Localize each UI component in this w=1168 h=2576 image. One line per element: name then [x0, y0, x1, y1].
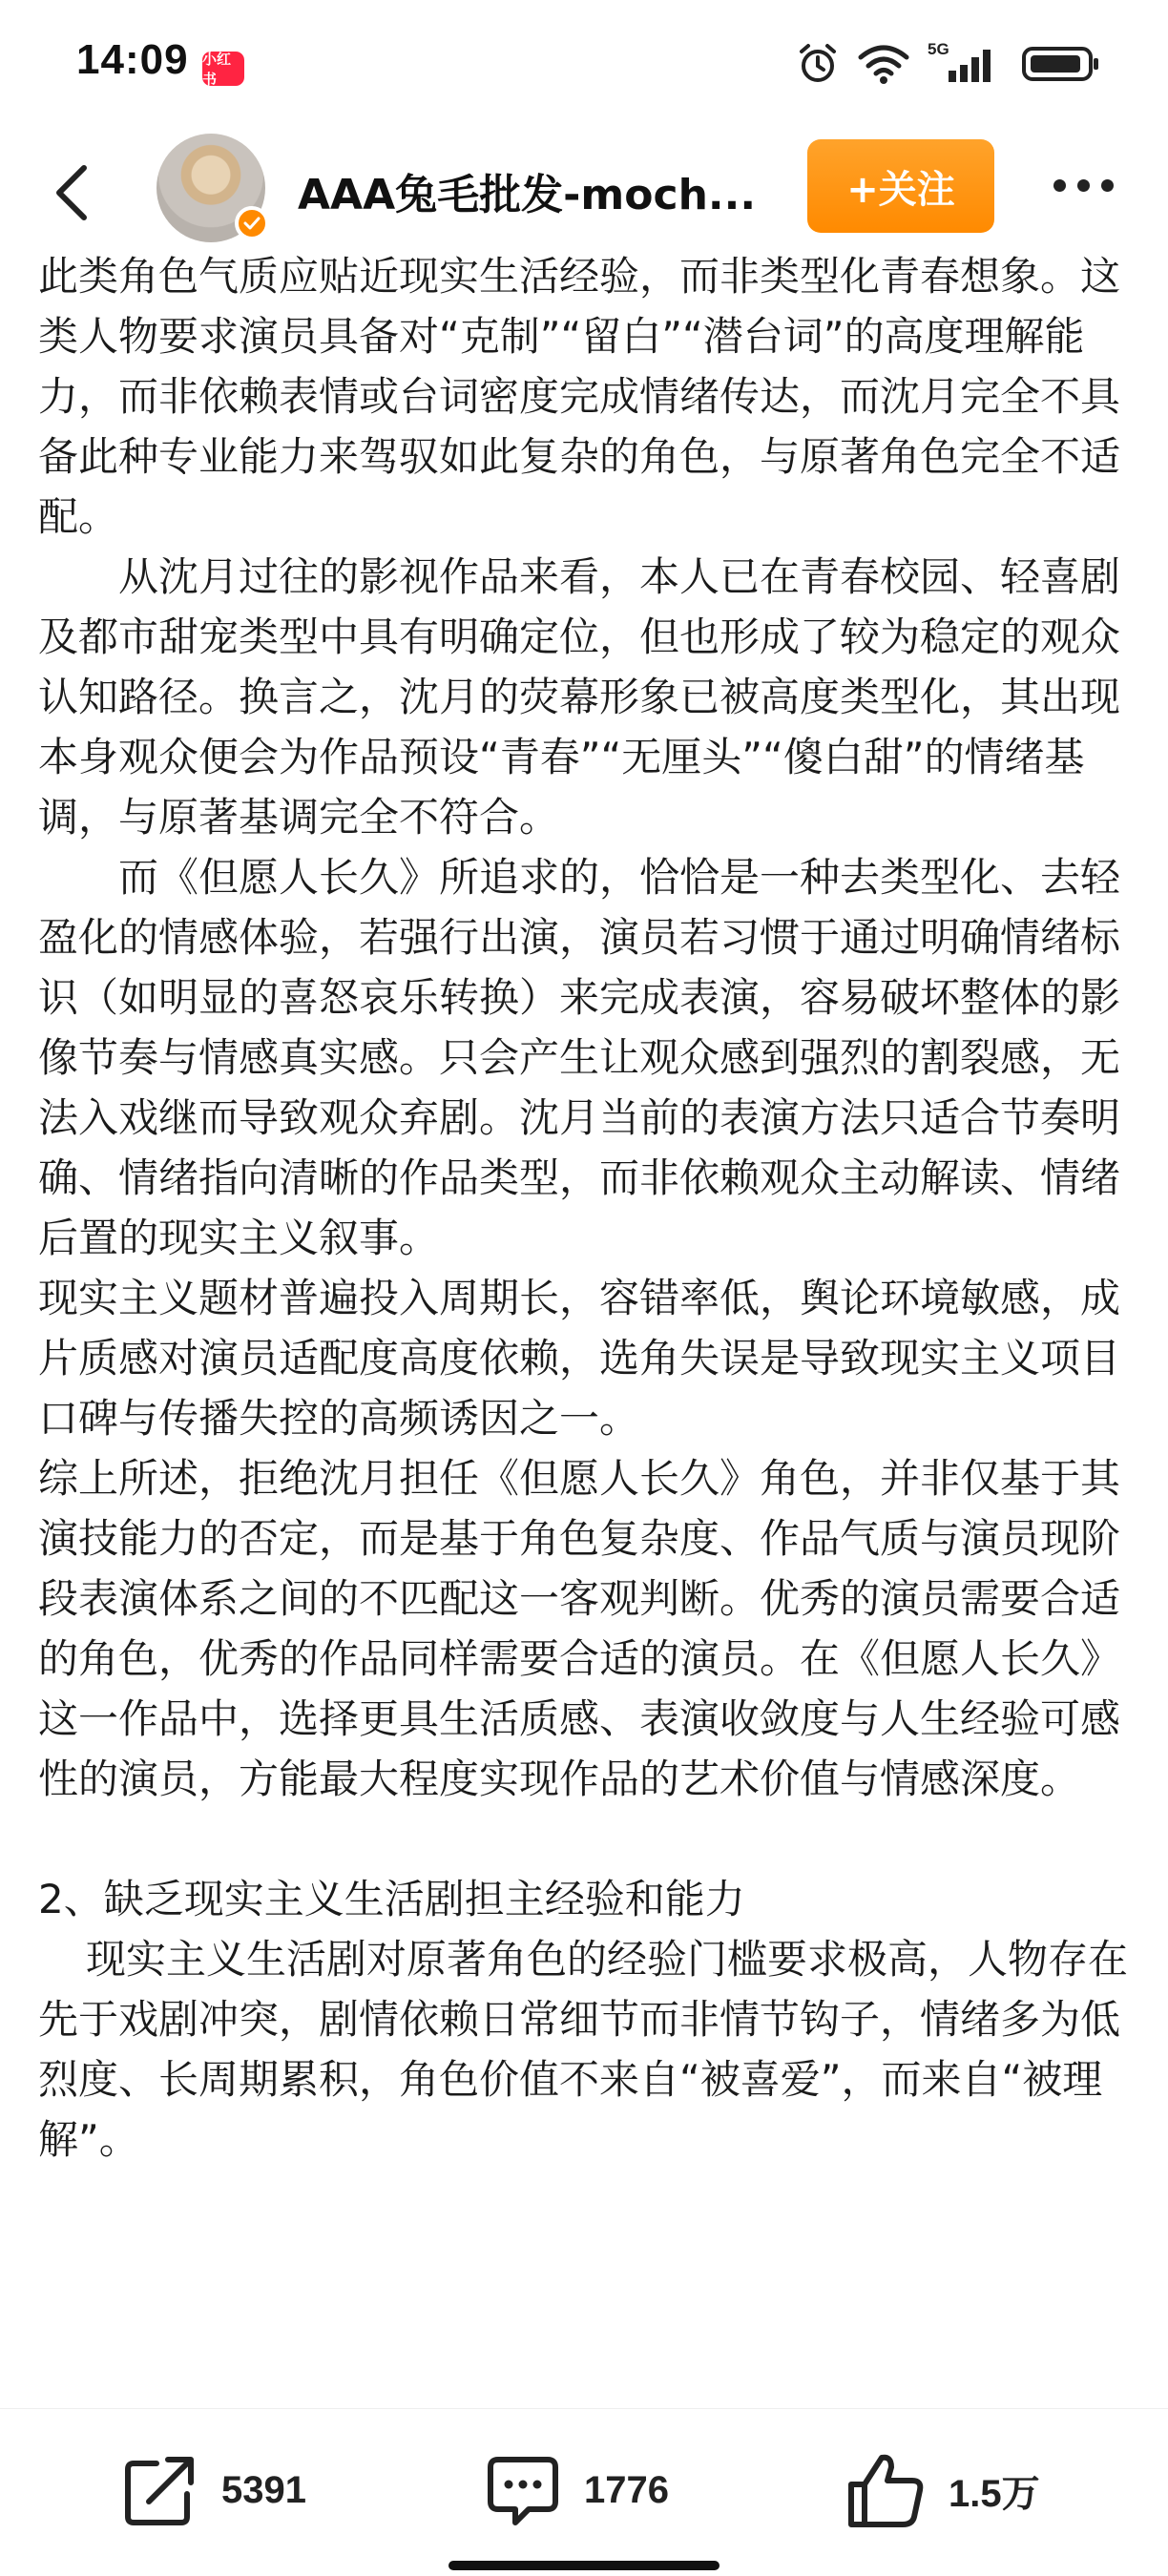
like-button[interactable]	[844, 2447, 1040, 2533]
article-paragraph: 现实主义生活剧对原著角色的经验门槛要求极高，人物存在先于戏剧冲突，剧情依赖日常细节而非情节钩子，情绪多为低烈度、长周期累积，角色价值不来自“被喜爱”，而来自“被理解”。	[38, 1936, 1129, 2163]
back-button[interactable]	[32, 155, 109, 231]
section-heading: 2、缺乏现实主义生活剧担主经验和能力	[38, 1876, 745, 1922]
network-label: 5G	[928, 40, 949, 58]
more-dot-icon	[1101, 179, 1114, 192]
follow-button[interactable]: +关注	[807, 139, 994, 233]
battery-icon	[1021, 42, 1101, 86]
chevron-left-icon	[50, 162, 92, 223]
article-paragraph: 综上所述，拒绝沈月担任《但愿人长久》角色，并非仅基于其演技能力的否定，而是基于角色复杂度、作品气质与演员现阶段表演体系之间的不匹配这一客观判断。优秀的演员需要合适的角色，优秀的作品同样需要合适的演员。在《但愿人长久》这一作品中，选择更具生活质感、表演收敛度与人生经验可感性的演员，方能最大程度实现作品的艺术价值与情感深度。	[38, 1455, 1121, 1802]
share-icon	[120, 2450, 200, 2530]
alarm-icon	[796, 42, 840, 86]
wifi-icon	[857, 42, 910, 86]
more-dot-icon	[1053, 179, 1066, 192]
status-time: 14:09	[76, 36, 189, 83]
bottom-action-bar	[0, 2408, 1168, 2576]
share-count: 5391	[221, 2468, 306, 2511]
article-paragraph: 而《但愿人长久》所追求的，恰恰是一种去类型化、去轻盈化的情感体验，若强行出演，演员若习惯于通过明确情绪标识（如明显的喜怒哀乐转换）来完成表演，容易破坏整体的影像节奏与情感真实感。只会产生让观众感到强烈的割裂感，无法入戏继而导致观众弃剧。沈月当前的表演方法只适合节奏明确、情绪指向清晰的作品类型，而非依赖观众主动解读、情绪后置的现实主义叙事。	[38, 854, 1121, 1261]
status-icons	[796, 42, 1101, 86]
comment-icon	[483, 2450, 563, 2530]
notification-app-icon: 小红书	[202, 52, 244, 86]
thumbs-up-icon	[844, 2450, 928, 2530]
article-paragraph: 从沈月过往的影视作品来看，本人已在青春校园、轻喜剧及都市甜宠类型中具有明确定位，但也形成了较为稳定的观众认知路径。换言之，沈月的荧幕形象已被高度类型化，其出现本身观众便会为作品预设“青春”“无厘头”“傻白甜”的情绪基调，与原著基调完全不符合。	[38, 553, 1121, 841]
verified-badge-icon	[235, 206, 269, 240]
article-text	[38, 252, 1141, 2170]
article-paragraph: 现实主义题材普遍投入周期长，容错率低，舆论环境敏感，成片质感对演员适配度高度依赖，选角失误是导致现实主义项目口碑与传播失控的高频诱因之一。	[38, 1275, 1121, 1442]
article-body[interactable]	[0, 252, 1168, 2408]
article-paragraph: 此类角色气质应贴近现实生活经验，而非类型化青春想象。这类人物要求演员具备对“克制”“留白”“潜台词”的高度理解能力，而非依赖表情或台词密度完成情绪传达，而沈月完全不具备此种专业能力来驾驭如此复杂的角色，与原著角色完全不适配。	[38, 253, 1121, 540]
like-count: 1.5万	[949, 2472, 1040, 2515]
comment-button[interactable]	[483, 2447, 669, 2533]
account-name[interactable]: AAA兔毛批发-moch...	[298, 171, 757, 219]
more-dot-icon	[1077, 179, 1090, 192]
top-navigation	[0, 134, 1168, 252]
share-button[interactable]	[120, 2447, 306, 2533]
comment-count: 1776	[584, 2468, 669, 2511]
home-indicator[interactable]	[448, 2561, 720, 2570]
signal-icon	[928, 42, 1004, 86]
status-bar	[0, 0, 1168, 134]
more-options-button[interactable]	[1040, 156, 1126, 214]
